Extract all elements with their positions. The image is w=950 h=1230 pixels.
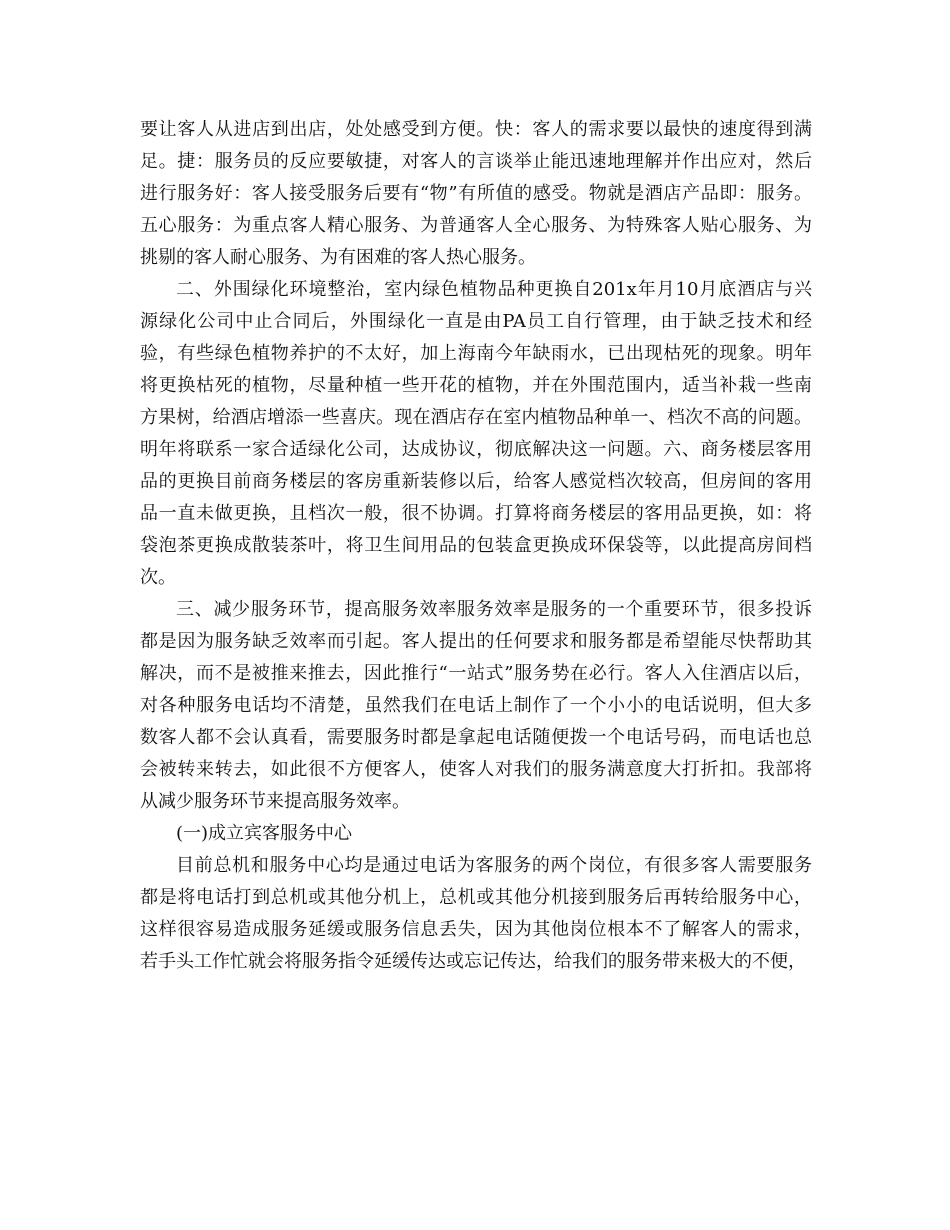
text-line: 都是因为服务缺乏效率而引起。客人提出的任何要求和服务都是希望能尽快帮助其 xyxy=(140,631,812,652)
text-line: 次。 xyxy=(140,567,176,588)
document-body xyxy=(140,114,812,978)
text-line: 数客人都不会认真看，需要服务时都是拿起电话随便拨一个电话号码，而电话也总 xyxy=(140,727,812,748)
text-line: 要让客人从进店到出店，处处感受到方便。快：客人的需求要以最快的速度得到满 xyxy=(140,119,812,140)
text-line: 明年将联系一家合适绿化公司，达成协议，彻底解决这一问题。六、商务楼层客用 xyxy=(140,439,812,460)
text-line: 这样很容易造成服务延缓或服务信息丢失，因为其他岗位根本不了解客人的需求， xyxy=(140,919,812,940)
text-line: 解决，而不是被推来推去，因此推行“一站式”服务势在必行。客人入住酒店以后， xyxy=(140,663,812,684)
text-line: 挑剔的客人耐心服务、为有困难的客人热心服务。 xyxy=(140,247,536,268)
paragraph xyxy=(140,274,812,594)
text-line: 从减少服务环节来提高服务效率。 xyxy=(140,791,410,812)
paragraph xyxy=(140,594,812,818)
text-line: 品的更换目前商务楼层的客房重新装修以后，给客人感觉档次较高，但房间的客用 xyxy=(140,471,812,492)
text-line: 对各种服务电话均不清楚，虽然我们在电话上制作了一个小小的电话说明，但大多 xyxy=(140,695,812,716)
text-line: 都是将电话打到总机或其他分机上，总机或其他分机接到服务后再转给服务中心， xyxy=(140,887,812,908)
text-line: 将更换枯死的植物，尽量种植一些开花的植物，并在外围范围内，适当补栽一些南 xyxy=(140,375,812,396)
text-line: (一)成立宾客服务中心 xyxy=(176,823,353,844)
paragraph xyxy=(140,850,812,978)
paragraph xyxy=(140,818,812,850)
text-line: 会被转来转去，如此很不方便客人，使客人对我们的服务满意度大打折扣。我部将 xyxy=(140,759,812,780)
paragraph xyxy=(140,114,812,274)
text-line: 品一直未做更换，且档次一般，很不协调。打算将商务楼层的客用品更换，如：将 xyxy=(140,503,812,524)
text-line: 若手头工作忙就会将服务指令延缓传达或忘记传达，给我们的服务带来极大的不便， xyxy=(140,951,806,972)
text-line: 三、减少服务环节，提高服务效率服务效率是服务的一个重要环节，很多投诉 xyxy=(176,599,812,620)
text-line: 足。捷：服务员的反应要敏捷，对客人的言谈举止能迅速地理解并作出应对，然后 xyxy=(140,151,812,172)
text-line: 方果树，给酒店增添一些喜庆。现在酒店存在室内植物品种单一、档次不高的问题。 xyxy=(140,407,812,428)
text-line: 目前总机和服务中心均是通过电话为客服务的两个岗位，有很多客人需要服务 xyxy=(176,855,812,876)
text-line: 五心服务：为重点客人精心服务、为普通客人全心服务、为特殊客人贴心服务、为 xyxy=(140,215,812,236)
text-line: 二、外围绿化环境整治，室内绿色植物品种更换自201x年月10月底酒店与兴 xyxy=(176,279,812,300)
text-line: 验，有些绿色植物养护的不太好，加上海南今年缺雨水，已出现枯死的现象。明年 xyxy=(140,343,812,364)
text-line: 袋泡茶更换成散装茶叶，将卫生间用品的包装盒更换成环保袋等，以此提高房间档 xyxy=(140,535,812,556)
text-line: 源绿化公司中止合同后，外围绿化一直是由PA员工自行管理，由于缺乏技术和经 xyxy=(140,311,812,332)
text-line: 进行服务好：客人接受服务后要有“物”有所值的感受。物就是酒店产品即：服务。 xyxy=(140,183,812,204)
